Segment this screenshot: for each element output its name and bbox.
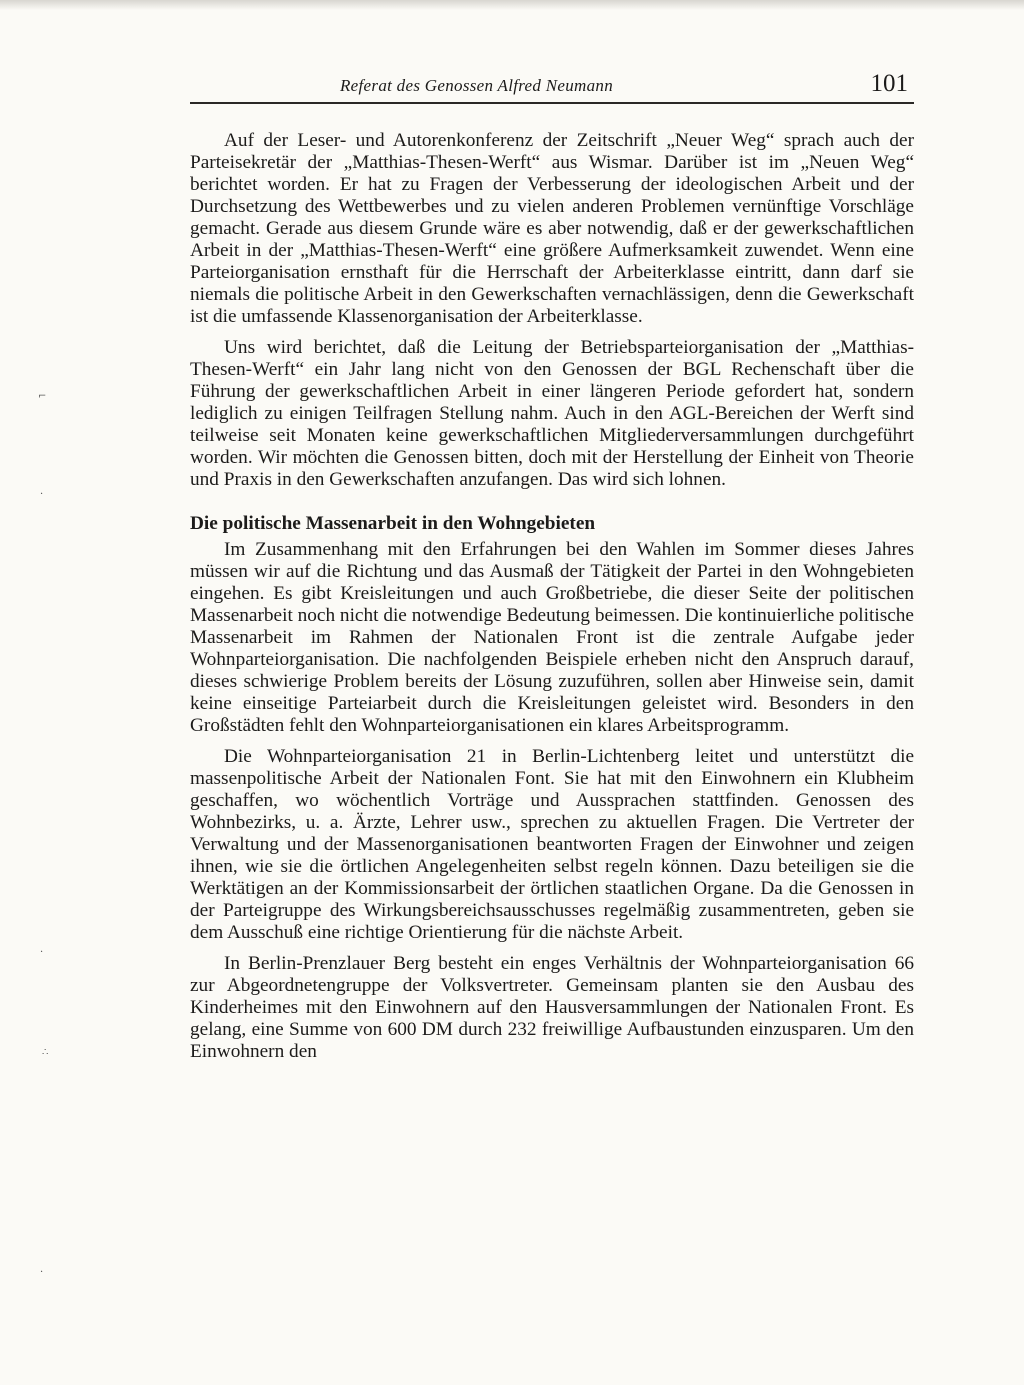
scan-speck: · [40,489,44,500]
page-number: 101 [870,70,908,97]
section-paragraph-2: Die Wohnparteiorganisation 21 in Berlin-Lichtenberg leitet und unterstützt die massenpolitische Arbeit der Nationalen Font. Sie hat mit den Einwohnern ein Klubheim geschaffen, wo wöchentlich Vorträge und Aussprachen stattfinden. Genossen des Wohnbezirks, u. a. Ärzte, Lehrer usw., sprechen zu aktuellen Fragen. Die Vertreter der Verwaltung und der Massenorganisationen beantworten Fragen der Einwohner und zeigen ihnen, wie sie die örtlichen Angelegenheiten selbst regeln können. Dazu beteiligen sie die Werktätigen an der Kommissionsarbeit der örtlichen staatlichen Organe. Da die Genossen in der Parteigruppe des Wirkungsbereichsausschusses regelmäßig zusammentreten, geben sie dem Ausschuß eine richtige Orientierung für die nächste Arbeit. [190,746,914,943]
scan-speck: ⌐ [38,391,47,402]
running-title: Referat des Genossen Alfred Neumann [340,76,614,95]
paragraph-2: Uns wird berichtet, daß die Leitung der Betriebsparteiorganisation der „Matthias-Thesen-Werft“ ein Jahr lang nicht von den Genossen der BGL Rechenschaft über die Führung der gewerkschaftlichen Arbeit in einer längeren Periode gefordert hat, sondern lediglich zu einigen Teilfragen Stellung nahm. Auch in den AGL-Bereichen der Werft sind teilweise seit Monaten keine gewerkschaftlichen Mitgliederversammlungen durchgeführt worden. Wir möchten die Genossen bitten, doch mit der Herstellung der Einheit von Theorie und Praxis in den Gewerkschaften anzufangen. Das wird sich lohnen. [190,337,914,490]
running-header [190,72,914,104]
scan-speck: · [40,947,44,958]
body-text [190,130,914,1072]
section-heading: Die politische Massenarbeit in den Wohngebieten [190,513,596,534]
scan-speck: ∴ [42,1047,49,1058]
section-paragraph-1: Im Zusammenhang mit den Erfahrungen bei den Wahlen im Sommer dieses Jahres müssen wir auf die Richtung und das Ausmaß der Tätigkeit der Partei in den Wohngebieten eingehen. Es gibt Kreisleitungen und auch Großbetriebe, die dieser Seite der politischen Massenarbeit noch nicht die notwendige Bedeutung beimessen. Die kontinuierliche politische Massenarbeit im Rahmen der Nationalen Front ist die zentrale Aufgabe jeder Wohnparteiorganisation. Die nachfolgenden Beispiele erheben nicht den Anspruch darauf, dieses schwierige Problem bereits der Lösung zuzuführen, sollen aber Hinweise sein, damit keine einseitige Parteiarbeit durch die Kreisleitungen geleistet wird. Besonders in den Großstädten fehlt den Wohnparteiorganisationen ein klares Arbeitsprogramm. [190,539,914,736]
paragraph-1: Auf der Leser- und Autorenkonferenz der Zeitschrift „Neuer Weg“ sprach auch der Parteisekretär der „Matthias-Thesen-Werft“ aus Wismar. Darüber ist im „Neuen Weg“ berichtet worden. Er hat zu Fragen der Verbesserung der ideologischen Arbeit und der Durchsetzung des Wettbewerbes und zu vielen anderen Problemen vernünftige Vorschläge gemacht. Gerade aus diesem Grunde wäre es aber notwendig, daß er der gewerkschaftlichen Arbeit in der „Matthias-Thesen-Werft“ eine größere Aufmerksamkeit zuwendet. Wenn eine Parteiorganisation ernsthaft für die Herrschaft der Arbeiterklasse eintritt, dann darf sie niemals die politische Arbeit in den Gewerkschaften vernachlässigen, denn die Gewerkschaft ist die umfassende Klassenorganisation der Arbeiterklasse. [190,130,914,327]
section-paragraph-3: In Berlin-Prenzlauer Berg besteht ein enges Verhältnis der Wohnparteiorganisation 66 zur Abgeordnetengruppe der Volksvertreter. Gemeinsam planten sie den Ausbau des Kinderheimes mit den Einwohnern auf den Hausversammlungen der Nationalen Front. Es gelang, eine Summe von 600 DM durch 232 freiwillige Aufbaustunden einzusparen. Um den Einwohnern den [190,953,914,1062]
page-top-edge-shadow [0,0,1024,10]
scan-speck: · [40,1267,44,1278]
